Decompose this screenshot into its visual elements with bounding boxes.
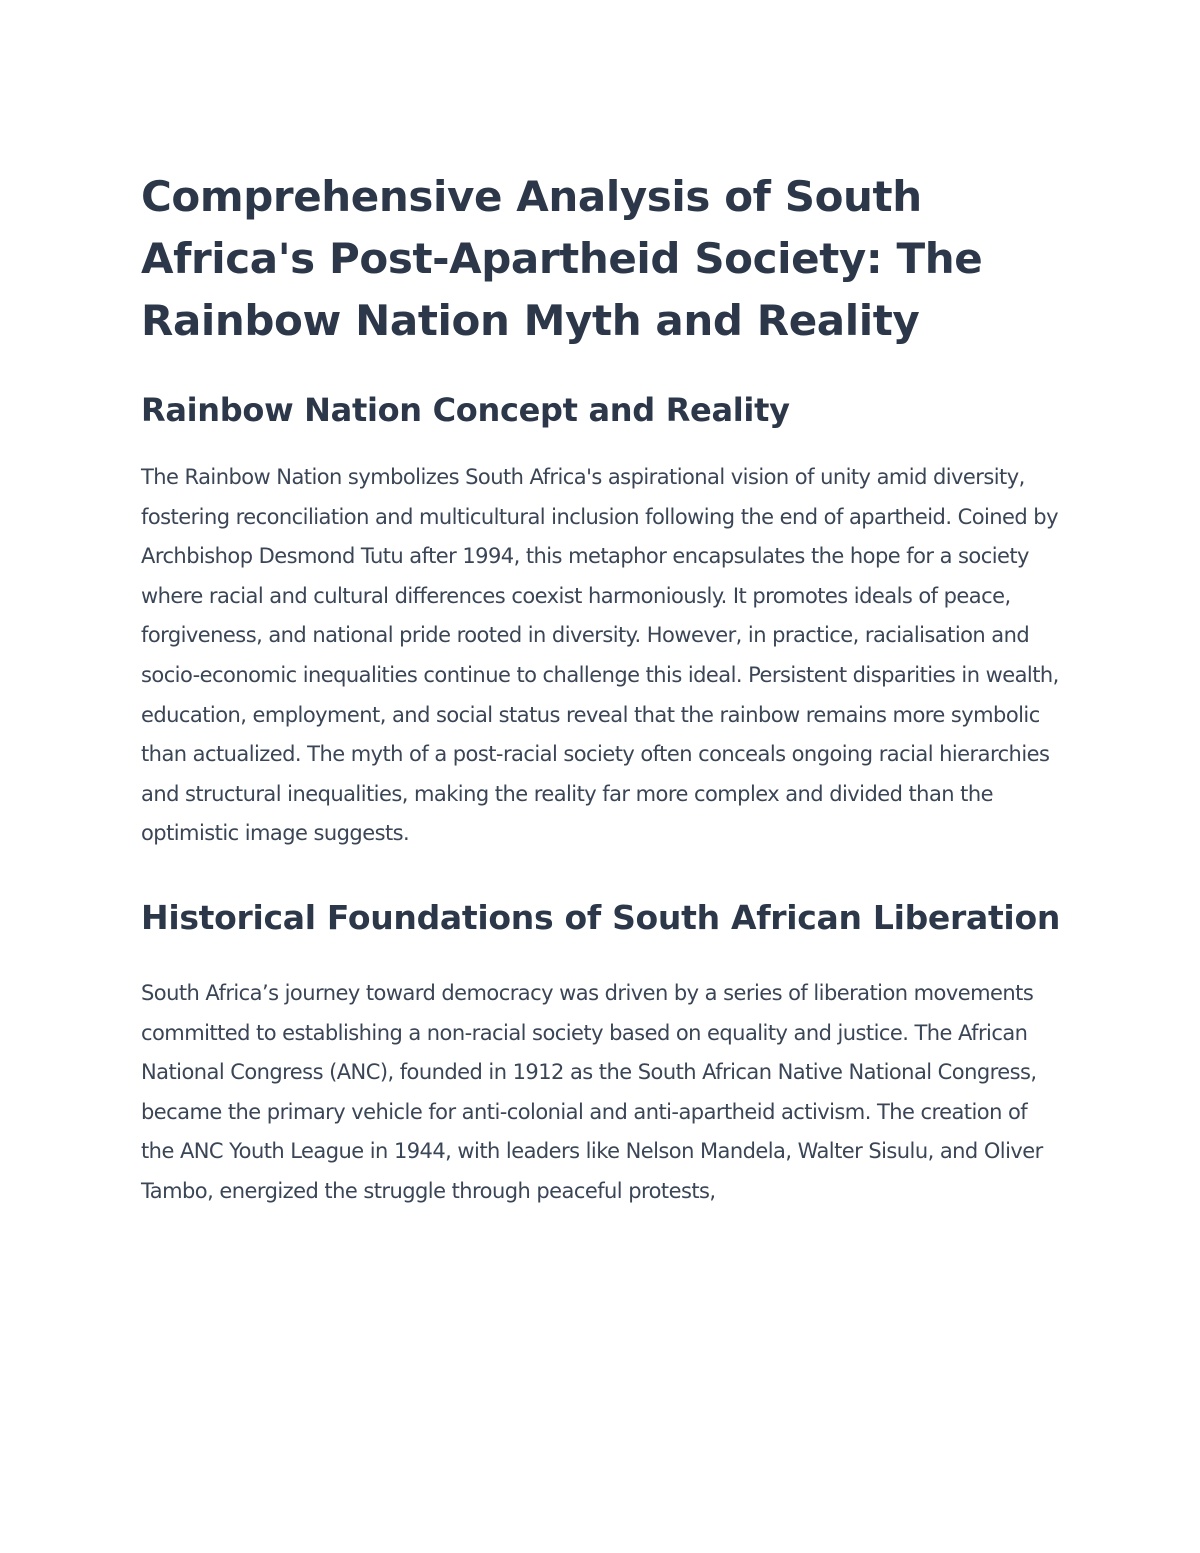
document-title: Comprehensive Analysis of South Africa's Post-Apartheid Society: The Rainbow Nation Myth and Reality (141, 172, 983, 345)
section-paragraph-rainbow-nation: The Rainbow Nation symbolizes South Africa's aspirational vision of unity amid diversity, fostering reconciliation and multicultural inclusion following the end of apartheid. Coined by Archbishop Desmond Tutu after 1994, this metaphor encapsulates the hope for a society where racial and cultural differences coexist harmoniously. It promotes ideals of peace, forgiveness, and national pride rooted in diversity. However, in practice, racialisation and socio-economic inequalities continue to challenge this ideal. Persistent disparities in wealth, education, employment, and social status reveal that the rainbow remains more symbolic than actualized. The myth of a post-racial society often conceals ongoing racial hierarchies and structural inequalities, making the reality far more complex and divided than the optimistic image suggests. (141, 465, 1059, 846)
section-heading-rainbow-nation: Rainbow Nation Concept and Reality (141, 391, 790, 429)
section-paragraph-historical-foundations: South Africa’s journey toward democracy was driven by a series of liberation movements committed to establishing a non-racial society based on equality and justice. The African National Congress (ANC), founded in 1912 as the South African Native National Congress, became the primary vehicle for anti-colonial and anti-apartheid activism. The creation of the ANC Youth League in 1944, with leaders like Nelson Mandela, Walter Sisulu, and Oliver Tambo, energized the struggle through peaceful protests, (141, 980, 1043, 1203)
document-page (141, 166, 1061, 1212)
section-heading-historical-foundations: Historical Foundations of South African Liberation (141, 897, 1061, 937)
section-rainbow-nation (141, 388, 1061, 854)
section-historical-foundations (141, 888, 1061, 1212)
